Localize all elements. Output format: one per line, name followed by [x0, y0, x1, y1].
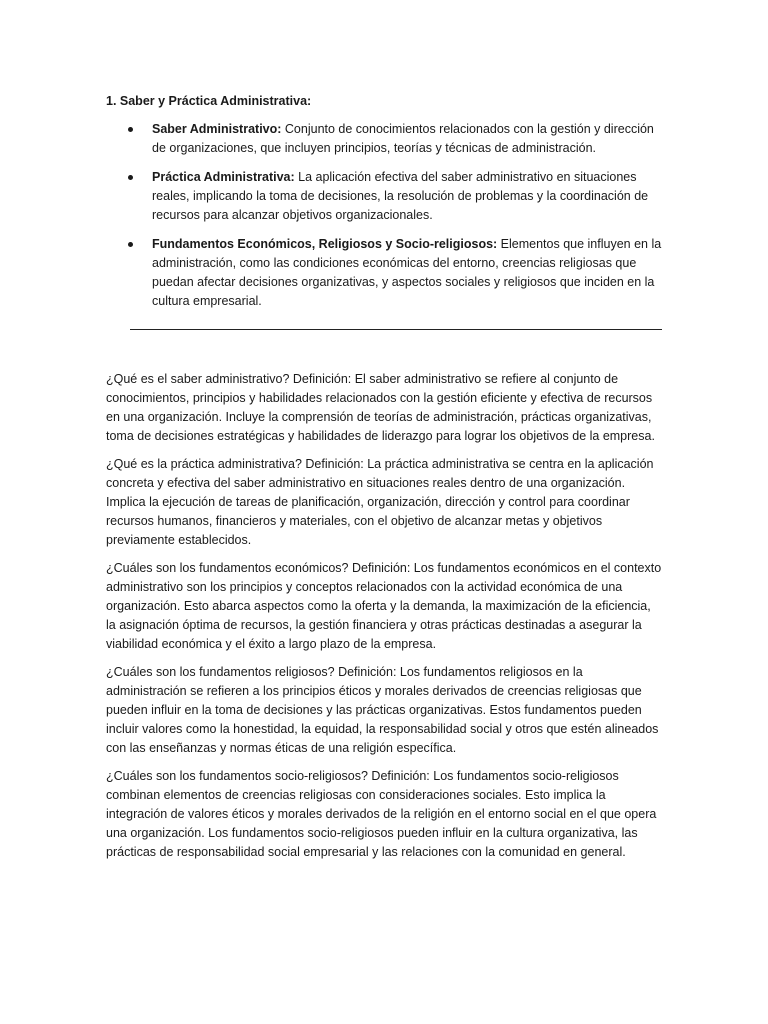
section-heading: 1. Saber y Práctica Administrativa: — [106, 94, 312, 108]
document-page — [106, 92, 662, 871]
definition-list — [106, 120, 662, 311]
term-label: Práctica Administrativa: — [152, 170, 299, 184]
paragraph: ¿Cuáles son los fundamentos religiosos? Definición: Los fundamentos religiosos en la administración se refieren a los principios éticos y morales derivados de creencias religiosas que pueden influir en la toma de decisiones y las prácticas organizativas. Estos fundamentos pueden incluir valores como la honestidad, la equidad, la responsabilidad social y otros que estén alineados con las enseñanzas y normas éticas de una religión específica. — [106, 665, 659, 755]
term-label: Fundamentos Económicos, Religiosos y Socio-religiosos: — [152, 237, 501, 251]
list-item — [106, 168, 662, 225]
horizontal-rule — [130, 329, 662, 330]
term-description: Conjunto de conocimientos relacionados con la gestión y dirección de organizaciones, que incluyen principios, teorías y técnicas de administración. — [152, 122, 654, 155]
paragraph: ¿Cuáles son los fundamentos económicos? Definición: Los fundamentos económicos en el contexto administrativo son los principios y conceptos relacionados con la actividad económica de una organización. Esto abarca aspectos como la oferta y la demanda, la maximización de la eficiencia, la asignación óptima de recursos, la gestión financiera y otras prácticas destinadas a asegurar la viabilidad económica y el éxito a largo plazo de la empresa. — [106, 561, 662, 651]
paragraph: ¿Qué es la práctica administrativa? Definición: La práctica administrativa se centra en la aplicación concreta y efectiva del saber administrativo en situaciones reales dentro de una organización. Implica la ejecución de tareas de planificación, organización, dirección y control para coordinar recursos humanos, financieros y materiales, con el objetivo de alcanzar metas y objetivos previamente establecidos. — [106, 457, 654, 547]
list-item — [106, 235, 662, 311]
term-description: Elementos que influyen en la administración, como las condiciones económicas del entorno, creencias religiosas que puedan afectar decisiones organizativas, y aspectos sociales y religiosos que inciden en la cultura empresarial. — [152, 237, 662, 308]
bullet-icon — [128, 127, 133, 132]
bullet-icon — [128, 175, 133, 180]
paragraph: ¿Qué es el saber administrativo? Definición: El saber administrativo se refiere al conjunto de conocimientos, principios y habilidades relacionados con la gestión eficiente y efectiva de recursos en una organización. Incluye la comprensión de teorías de administración, prácticas organizativas, toma de decisiones estratégicas y habilidades de liderazgo para lograr los objetivos de la empresa. — [106, 372, 655, 443]
paragraph: ¿Cuáles son los fundamentos socio-religiosos? Definición: Los fundamentos socio-religiosos combinan elementos de creencias religiosas con consideraciones sociales. Esto implica la integración de valores éticos y morales derivados de la religión en el entorno social en el que opera una organización. Los fundamentos socio-religiosos pueden influir en la cultura organizativa, las prácticas de responsabilidad social empresarial y las relaciones con la comunidad en general. — [106, 769, 657, 859]
term-description: La aplicación efectiva del saber administrativo en situaciones reales, implicando la toma de decisiones, la resolución de problemas y la coordinación de recursos para alcanzar objetivos organizacionales. — [152, 170, 649, 222]
bullet-icon — [128, 242, 133, 247]
term-label: Saber Administrativo: — [152, 122, 285, 136]
qa-section — [106, 370, 662, 862]
list-item — [106, 120, 662, 158]
